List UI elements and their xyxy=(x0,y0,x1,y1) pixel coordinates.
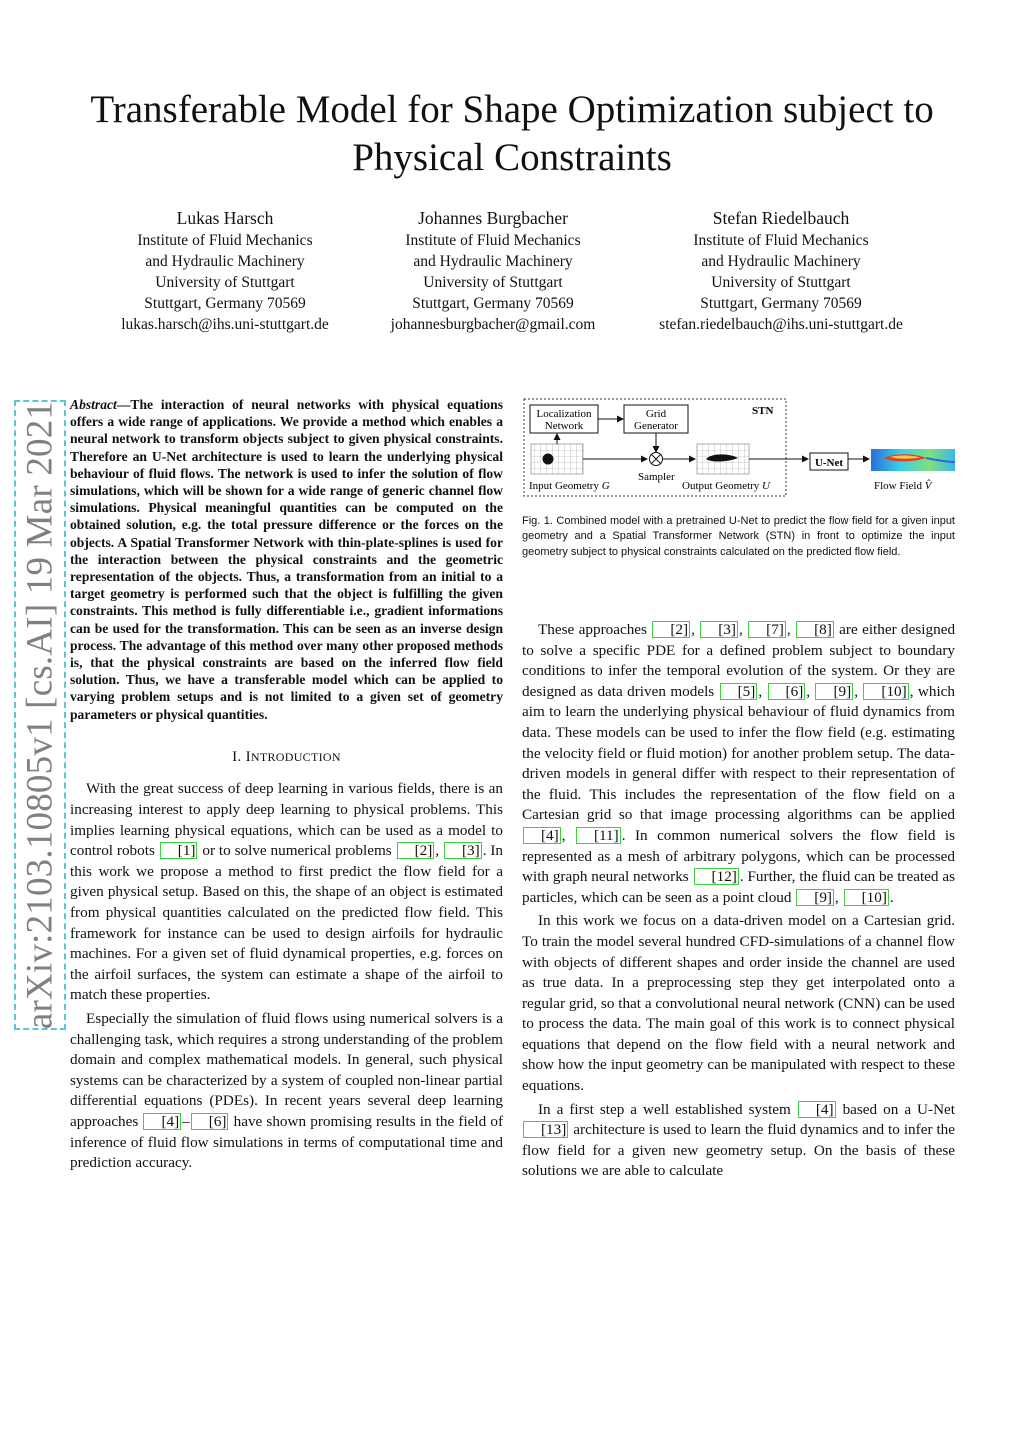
author-name: Stefan Riedelbauch xyxy=(712,208,850,228)
author-affiliation: and Hydraulic Machinery xyxy=(701,253,861,270)
author-affiliation: University of Stuttgart xyxy=(711,274,851,291)
sampler-label: Sampler xyxy=(638,471,675,483)
abstract-text: —The interaction of neural networks with physical equations offers a wide range of applications. We provide a method which enables a neural network to transform objects subject to given physical constraints. Therefore an U-Net architecture is used to learn the underlying physical behaviour of fluid flows. The network is used to infer the solution of flow simulations, which will be shown for a wide range of generic channel flow simulations. Physical meaningful quantities can be computed on the obtained solution, e.g. the total pressure difference or the forces on the objects. A Spatial Transformer Network with thin-plate-splines is used for the interaction between the physical constraints and the geometric representation of the objects. Thus, a transformation from an initial to a target geometry is performed such that the object is fulfilling the given constraints. This method is fully differentiable i.e., gradient informations can be used for the transformation. This can be seen as an inverse design process. The advantage of this method over many other proposed methods is, that the physical constraints are based on the inferred flow field solution. Thus, we have a transferable model which can be applied to varying problem setups and is not limited to a given set of geometry parameters or physical quantities. xyxy=(70,397,503,722)
flow-field-image xyxy=(871,449,955,471)
citation-link[interactable]: [3] xyxy=(444,842,482,859)
citation-link[interactable]: [9] xyxy=(815,683,853,700)
citation-link[interactable]: [3] xyxy=(700,621,738,638)
author-email: lukas.harsch@ihs.uni-stuttgart.de xyxy=(121,316,329,333)
citation-link[interactable]: [13] xyxy=(523,1121,568,1138)
citation-link[interactable]: [4] xyxy=(798,1101,836,1118)
citation-link[interactable]: [11] xyxy=(576,827,621,844)
author-block xyxy=(80,206,950,346)
output-geometry-label: Output Geometry U xyxy=(682,480,770,492)
arxiv-stamp xyxy=(14,400,66,1030)
intro-paragraph-1: With the great success of deep learning in various fields, there is an increasing interest to apply deep learning to physical problems. This implies learning physical equations, which can be used as a model to control robots [1] or to solve numerical problems [2] , [3] . In this work we propose a method to first predict the flow field for a given physical setup. Based on this, the shape of an object is estimated from physical quantities calculated on the predicted flow field. This framework for instance can be used to design airfoils for hydraulic machines. For a given set of fluid dynamical properties, e.g. forces on the airfoil surfaces, the system can estimate a shape of the airfoil to match these properties. xyxy=(70,780,504,1004)
author-3 xyxy=(636,206,926,335)
figure-1-diagram xyxy=(522,396,958,500)
author-affiliation: Institute of Fluid Mechanics xyxy=(693,232,869,249)
grid-label: Grid xyxy=(645,408,667,420)
right-paragraph-2: In this work we focus on a data-driven model on a Cartesian grid. To train the model several hundred CFD-simulations of a channel flow with objects of different shapes and order inside the channel are used as true data. In a preprocessing step they get interpolated onto a regular grid, so that a convolutional neural network (CNN) can be used to process the data. The main goal of this work is to connect physical equations that depend on the flow field with a neural network and show how the input geometry can be manipulated with respect to these equations. xyxy=(522,912,955,1095)
citation-link[interactable]: [6] xyxy=(191,1113,229,1130)
author-affiliation: and Hydraulic Machinery xyxy=(145,253,305,270)
author-affiliation: University of Stuttgart xyxy=(423,274,563,291)
citation-link[interactable]: [1] xyxy=(160,842,198,859)
citation-link[interactable]: [9] xyxy=(796,889,834,906)
abstract-label: Abstract xyxy=(70,397,117,412)
citation-link[interactable]: [7] xyxy=(748,621,786,638)
author-affiliation: Stuttgart, Germany 70569 xyxy=(144,295,306,312)
flow-field-label: Flow Field V̂ xyxy=(874,480,932,492)
localization-label: Localization xyxy=(536,408,592,420)
generator-label: Generator xyxy=(634,420,678,432)
section-heading-introduction: I. INTRODUCTION xyxy=(232,748,341,765)
figure-1-caption: Fig. 1. Combined model with a pretrained U-Net to predict the flow field for a given input geometry and a Spatial Transformer Network (STN) in front to optimize the input geometry subject to physical constraints calculated on the predicted flow field. xyxy=(522,515,955,558)
input-geometry-grid xyxy=(531,444,583,474)
author-name: Johannes Burgbacher xyxy=(418,208,568,228)
intro-paragraph-2: Especially the simulation of fluid flows using numerical solvers is a challenging task, which requires a strong understanding of the problem domain and complex mathematical models. In general, such physical systems can be characterized by a system of coupled non-linear partial differential equations (PDEs). In recent years several deep learning approaches [4] – [6] have shown promising results in the field of inference of fluid flow simulations in terms of computational time and prediction accuracy. xyxy=(70,1009,503,1172)
citation-link[interactable]: [2] xyxy=(652,621,690,638)
input-geometry-circle xyxy=(543,454,554,465)
network-label: Network xyxy=(544,420,584,432)
author-affiliation: Institute of Fluid Mechanics xyxy=(405,232,581,249)
abstract xyxy=(70,396,503,723)
right-paragraph-1: These approaches [2] , [3] , [7] , [8] are either designed to solve a specific PDE for a defined problem subject to boundary conditions to infer the temporal evolution of the system. Or they are designed as data driven models [5] , [6] , [9] , [10] , which aim to learn the underlying physical behaviour of fluid dynamics from data. These models can be used to infer the flow field (e.g. estimating the velocity field or fluid motion) for another problem setup. The data-driven models in general differ with respect to their representation of the fluid. This includes the representation of the flow field on a Cartesian grid so that image processing algorithms can be applied [4] , [11] . In common numerical solvers the flow field is represented as a mesh of arbitrary polygons, which can be processed with graph neural networks [12] . Further, the fluid can be treated as particles, which can be seen as a point cloud [9] , [10] . xyxy=(522,621,956,906)
input-geometry-label: Input Geometry G xyxy=(529,480,610,492)
citation-link[interactable]: [5] xyxy=(720,683,758,700)
citation-link[interactable]: [4] xyxy=(143,1113,181,1130)
citation-link[interactable]: [6] xyxy=(768,683,806,700)
citation-link[interactable]: [8] xyxy=(796,621,834,638)
stn-label: STN xyxy=(752,405,774,417)
author-affiliation: University of Stuttgart xyxy=(155,274,295,291)
author-affiliation: Institute of Fluid Mechanics xyxy=(137,232,313,249)
author-1 xyxy=(80,206,370,335)
figure-1 xyxy=(522,396,958,505)
right-column xyxy=(522,620,955,1182)
left-column xyxy=(70,396,503,1174)
author-affiliation: Stuttgart, Germany 70569 xyxy=(700,295,862,312)
author-email: johannesburgbacher@gmail.com xyxy=(390,316,596,333)
author-2 xyxy=(348,206,638,335)
author-name: Lukas Harsch xyxy=(176,208,274,228)
author-affiliation: Stuttgart, Germany 70569 xyxy=(412,295,574,312)
unet-label: U-Net xyxy=(814,457,844,469)
author-email: stefan.riedelbauch@ihs.uni-stuttgart.de xyxy=(659,316,903,333)
right-paragraph-3: In a first step a well established system [4] based on a U-Net [13] architecture is used to learn the fluid dynamics and to infer the flow field for a given new geometry setup. On the basis of these solutions we are able to calculate xyxy=(522,1100,956,1180)
citation-link[interactable]: [4] xyxy=(523,827,561,844)
paper-title: Transferable Model for Shape Optimization subject to Physical Constraints xyxy=(90,88,934,179)
author-affiliation: and Hydraulic Machinery xyxy=(413,253,573,270)
citation-link[interactable]: [2] xyxy=(397,842,435,859)
citation-link[interactable]: [12] xyxy=(694,868,739,885)
citation-link[interactable]: [10] xyxy=(844,889,889,906)
arxiv-id: arXiv:2103.10805v1 [cs.AI] 19 Mar 2021 xyxy=(19,400,61,1030)
citation-link[interactable]: [10] xyxy=(863,683,908,700)
